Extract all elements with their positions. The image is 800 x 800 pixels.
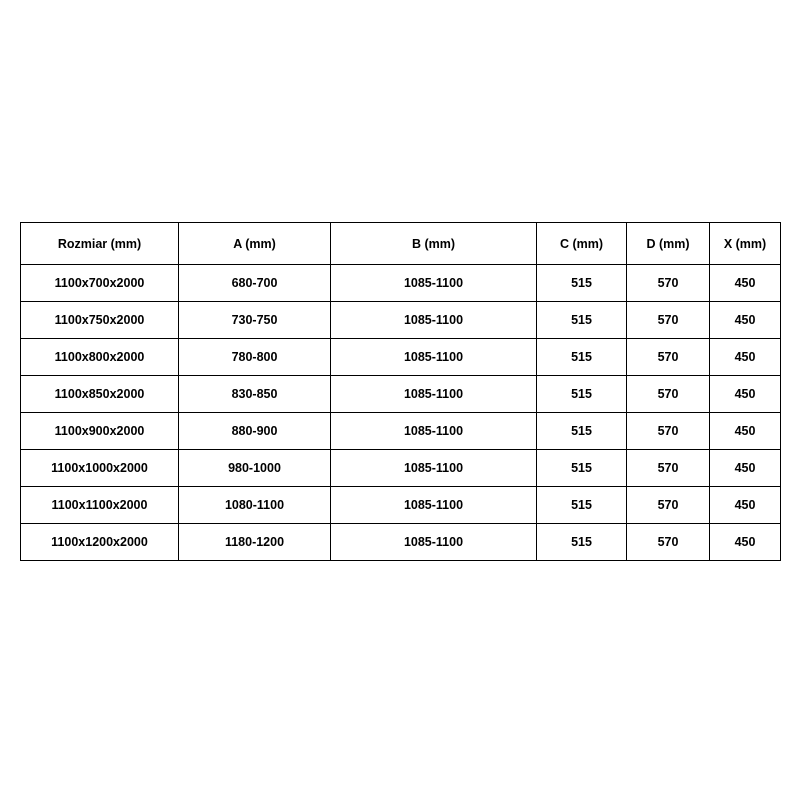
cell-a: 1080-1100 bbox=[179, 487, 331, 524]
cell-b: 1085-1100 bbox=[331, 450, 537, 487]
table-row bbox=[21, 265, 781, 302]
dimensions-table bbox=[20, 222, 781, 561]
cell-size: 1100x1100x2000 bbox=[21, 487, 179, 524]
table-row bbox=[21, 450, 781, 487]
cell-c: 515 bbox=[537, 450, 627, 487]
table-row bbox=[21, 339, 781, 376]
cell-x: 450 bbox=[710, 413, 781, 450]
table-row bbox=[21, 413, 781, 450]
cell-d: 570 bbox=[627, 524, 710, 561]
cell-size: 1100x850x2000 bbox=[21, 376, 179, 413]
cell-c: 515 bbox=[537, 413, 627, 450]
cell-c: 515 bbox=[537, 265, 627, 302]
cell-c: 515 bbox=[537, 302, 627, 339]
column-header-a: A (mm) bbox=[179, 223, 331, 265]
cell-b: 1085-1100 bbox=[331, 265, 537, 302]
cell-x: 450 bbox=[710, 265, 781, 302]
cell-x: 450 bbox=[710, 376, 781, 413]
cell-d: 570 bbox=[627, 265, 710, 302]
cell-size: 1100x700x2000 bbox=[21, 265, 179, 302]
cell-x: 450 bbox=[710, 302, 781, 339]
cell-size: 1100x900x2000 bbox=[21, 413, 179, 450]
table-row bbox=[21, 376, 781, 413]
table-header-row bbox=[21, 223, 781, 265]
cell-d: 570 bbox=[627, 487, 710, 524]
cell-a: 1180-1200 bbox=[179, 524, 331, 561]
cell-b: 1085-1100 bbox=[331, 524, 537, 561]
column-header-b: B (mm) bbox=[331, 223, 537, 265]
cell-a: 830-850 bbox=[179, 376, 331, 413]
column-header-rozmiar: Rozmiar (mm) bbox=[21, 223, 179, 265]
cell-a: 980-1000 bbox=[179, 450, 331, 487]
cell-b: 1085-1100 bbox=[331, 302, 537, 339]
cell-size: 1100x750x2000 bbox=[21, 302, 179, 339]
cell-size: 1100x1200x2000 bbox=[21, 524, 179, 561]
cell-c: 515 bbox=[537, 376, 627, 413]
cell-a: 780-800 bbox=[179, 339, 331, 376]
cell-a: 680-700 bbox=[179, 265, 331, 302]
cell-d: 570 bbox=[627, 339, 710, 376]
cell-c: 515 bbox=[537, 524, 627, 561]
cell-d: 570 bbox=[627, 450, 710, 487]
column-header-d: D (mm) bbox=[627, 223, 710, 265]
cell-a: 880-900 bbox=[179, 413, 331, 450]
column-header-x: X (mm) bbox=[710, 223, 781, 265]
dimensions-table-container bbox=[20, 222, 780, 561]
cell-a: 730-750 bbox=[179, 302, 331, 339]
cell-x: 450 bbox=[710, 487, 781, 524]
cell-b: 1085-1100 bbox=[331, 413, 537, 450]
cell-d: 570 bbox=[627, 302, 710, 339]
cell-b: 1085-1100 bbox=[331, 339, 537, 376]
cell-size: 1100x1000x2000 bbox=[21, 450, 179, 487]
cell-d: 570 bbox=[627, 413, 710, 450]
cell-b: 1085-1100 bbox=[331, 487, 537, 524]
column-header-c: C (mm) bbox=[537, 223, 627, 265]
table-row bbox=[21, 524, 781, 561]
cell-x: 450 bbox=[710, 450, 781, 487]
table-row bbox=[21, 487, 781, 524]
cell-c: 515 bbox=[537, 339, 627, 376]
cell-c: 515 bbox=[537, 487, 627, 524]
cell-size: 1100x800x2000 bbox=[21, 339, 179, 376]
cell-d: 570 bbox=[627, 376, 710, 413]
cell-x: 450 bbox=[710, 524, 781, 561]
cell-x: 450 bbox=[710, 339, 781, 376]
cell-b: 1085-1100 bbox=[331, 376, 537, 413]
table-row bbox=[21, 302, 781, 339]
